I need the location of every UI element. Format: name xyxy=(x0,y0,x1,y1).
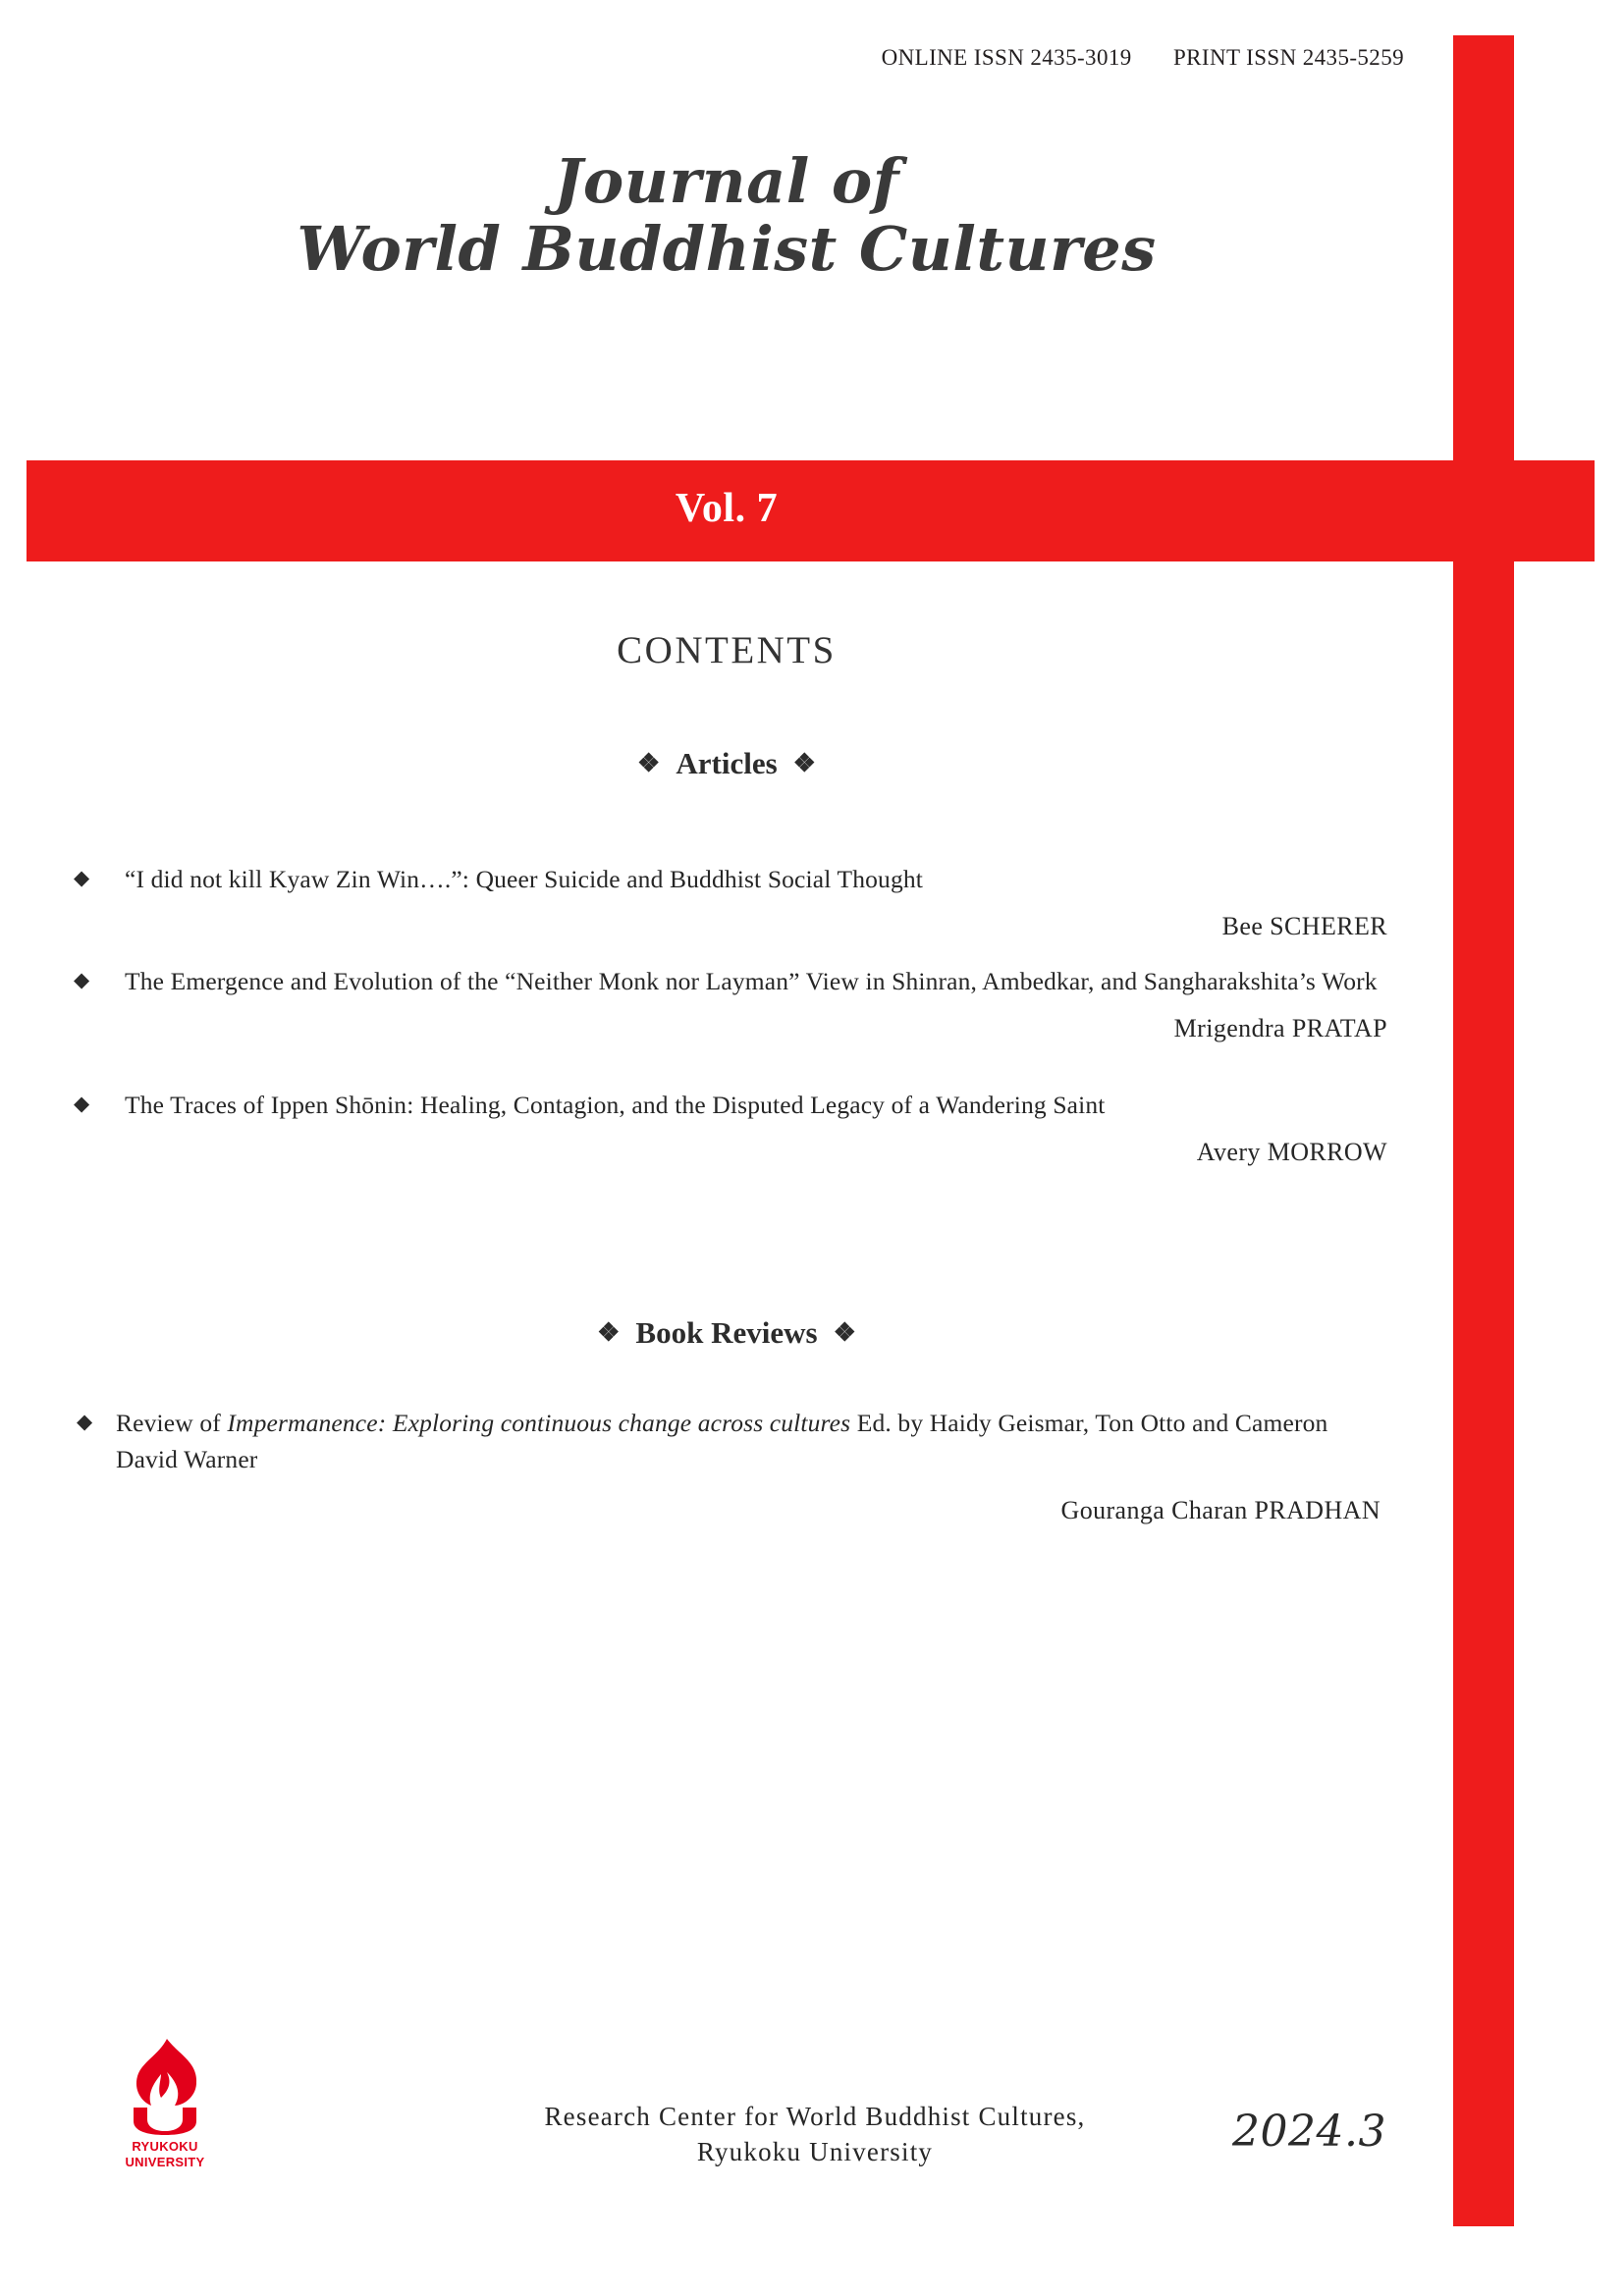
review-suffix: Ed. by Haidy Geismar, Ton Otto and Cameron David Warner xyxy=(116,1409,1328,1473)
ryukoku-university-logo xyxy=(106,2037,224,2184)
toc-entry[interactable] xyxy=(74,862,1389,945)
toc-entry-author: Avery MORROW xyxy=(1196,1137,1387,1166)
bullet-icon: ◆ xyxy=(77,1410,93,1433)
toc-entry-author: Mrigendra PRATAP xyxy=(1173,1013,1387,1042)
contents-heading: CONTENTS xyxy=(617,629,837,671)
section-heading-book-reviews xyxy=(0,1315,1453,1351)
logo-wordmark xyxy=(106,2139,224,2171)
issue-date: 2024.3 xyxy=(1232,2107,1386,2157)
bullet-icon: ◆ xyxy=(74,866,90,889)
diamond-icon-right: ❖ xyxy=(833,1318,856,1347)
toc-entry[interactable] xyxy=(77,1406,1382,1529)
page-title xyxy=(0,147,1453,284)
bullet-icon: ◆ xyxy=(74,1092,90,1115)
bullet-icon: ◆ xyxy=(74,968,90,991)
diamond-icon-right: ❖ xyxy=(792,749,816,777)
toc-entry[interactable] xyxy=(74,964,1389,1047)
title-line-1: Journal of xyxy=(554,145,899,217)
print-issn: PRINT ISSN 2435-5259 xyxy=(1172,45,1404,70)
diamond-icon-left: ❖ xyxy=(637,749,661,777)
section-heading-articles xyxy=(0,746,1453,781)
publisher-line-2: Ryukoku University xyxy=(696,2137,934,2167)
toc-entry-author: Gouranga Charan PRADHAN xyxy=(1060,1495,1380,1524)
online-issn: ONLINE ISSN 2435-3019 xyxy=(881,45,1132,70)
toc-entry[interactable] xyxy=(74,1088,1389,1171)
volume-label: Vol. 7 xyxy=(675,486,779,531)
title-line-2: World Buddhist Cultures xyxy=(297,213,1157,286)
toc-entry-title: The Emergence and Evolution of the “Neither Monk nor Layman” View in Shinran, Ambedkar, and Sangharakshita’s Work xyxy=(125,967,1378,995)
toc-entry-author: Bee SCHERER xyxy=(1221,911,1387,940)
logo-name-line-1: RYUKOKU xyxy=(132,2139,198,2154)
diamond-icon-left: ❖ xyxy=(597,1318,621,1347)
review-book-title: Impermanence: Exploring continuous change across cultures xyxy=(227,1409,851,1437)
publisher-name xyxy=(422,2099,1208,2170)
logo-name-line-2: UNIVERSITY xyxy=(125,2155,205,2170)
toc-entry-title-group xyxy=(116,1406,1382,1478)
publisher-line-1: Research Center for World Buddhist Cultures, xyxy=(544,2102,1086,2131)
issn-line xyxy=(0,45,1404,71)
review-prefix: Review of xyxy=(116,1409,228,1437)
red-vertical-bar xyxy=(1453,35,1514,2226)
toc-entry-title: The Traces of Ippen Shōnin: Healing, Contagion, and the Disputed Legacy of a Wandering Saint xyxy=(125,1091,1106,1119)
toc-entry-title: “I did not kill Kyaw Zin Win….”: Queer Suicide and Buddhist Social Thought xyxy=(125,865,923,893)
section-articles-label: Articles xyxy=(676,746,778,780)
section-book-reviews-label: Book Reviews xyxy=(635,1315,818,1350)
ryukoku-flame-icon xyxy=(124,2037,208,2135)
